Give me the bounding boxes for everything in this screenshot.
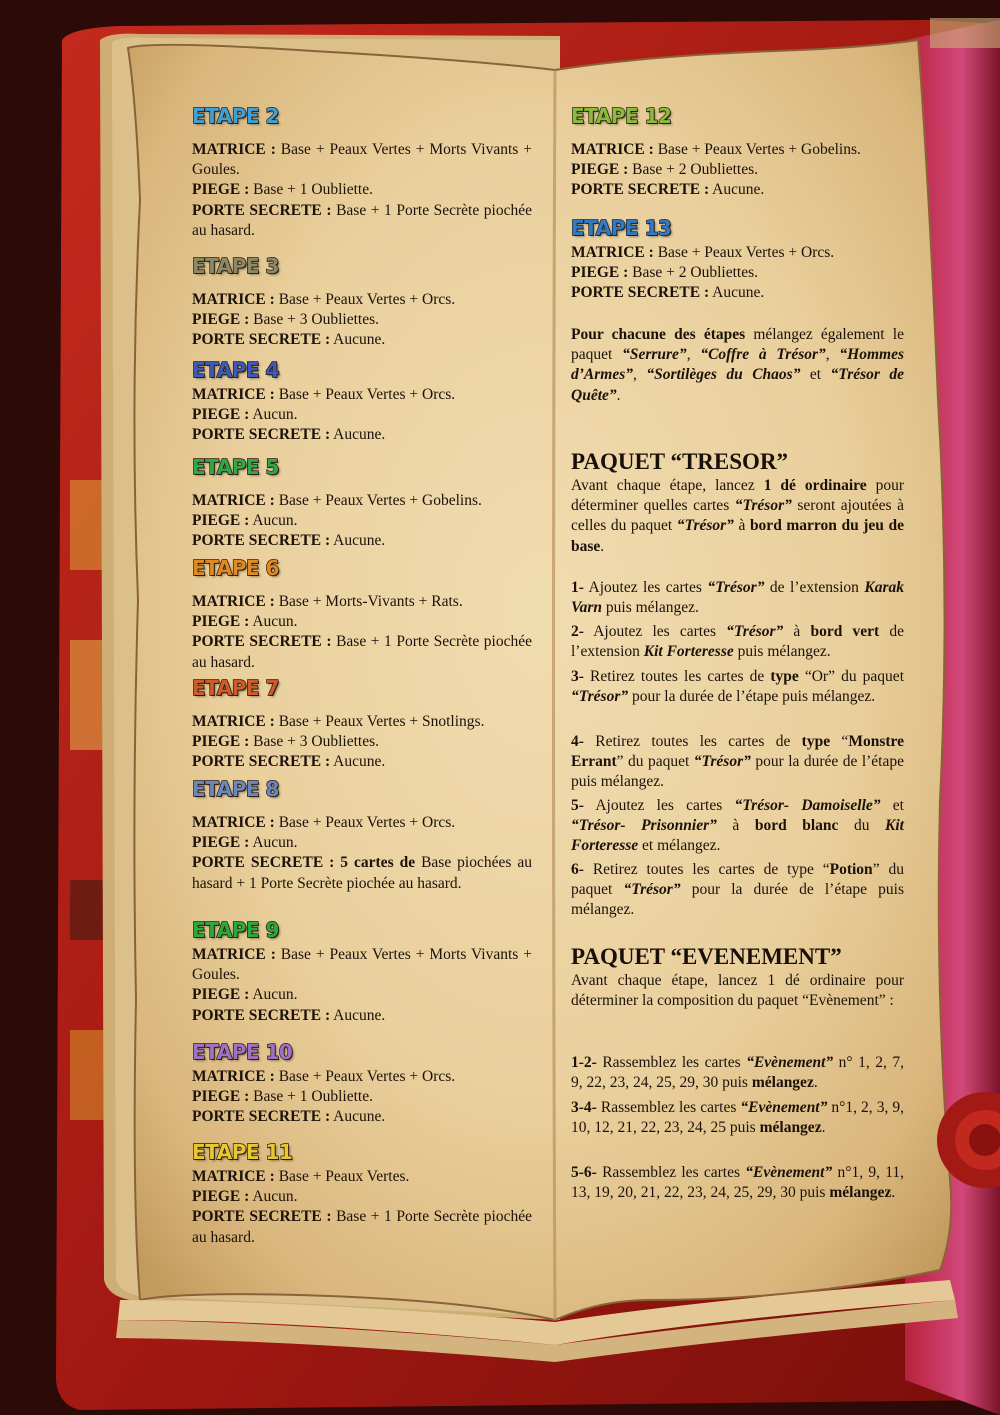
piege-line [192, 180, 532, 200]
separator: , [633, 366, 647, 384]
porte-secrete-label: PORTE SECRETE : [192, 753, 331, 771]
text-bold-italic: “Trésor- Damoiselle” [734, 797, 881, 814]
text-bold-italic: “Evènement” [740, 1099, 828, 1116]
text-part: à [733, 517, 750, 535]
text-part: Rassemblez les cartes [596, 1164, 746, 1181]
etape-12-section [571, 104, 904, 201]
tresor-item-text [571, 796, 904, 857]
text-part: Rassemblez les cartes [596, 1054, 747, 1071]
etape-5-section [192, 455, 532, 552]
text-bold: bord blanc [754, 817, 839, 835]
tresor-intro [571, 476, 904, 557]
tresor-item-3 [571, 667, 904, 707]
text-bold-italic: “Evènement” [746, 1054, 834, 1071]
porte-secrete-label: PORTE SECRETE : 5 cartes de [192, 854, 416, 872]
piege-line [192, 405, 532, 425]
text-bold-italic: “Trésor- Prisonnier” [571, 817, 717, 835]
matrice-value: Base + Peaux Vertes + Orcs. [657, 244, 835, 261]
melange-paragraph [571, 325, 904, 406]
text-bold: mélangez [751, 1074, 814, 1092]
tresor-item-5 [571, 796, 904, 857]
deck-tresor-quete: “Trésor de Quête” [571, 366, 904, 404]
text-part: Avant chaque étape, lancez [571, 477, 764, 494]
piege-label: PIEGE : [192, 406, 250, 424]
porte-secrete-line [192, 1207, 532, 1247]
piege-label: PIEGE : [192, 512, 250, 530]
etape-9-title: ETAPE 9 [192, 918, 279, 942]
piege-label: PIEGE : [192, 1088, 250, 1106]
text-part: pour la durée de l’étape puis mélangez. [628, 688, 876, 706]
text-bold: 1 dé ordinaire [763, 477, 867, 494]
text-part: de l’extension [571, 623, 904, 661]
matrice-value: Base + Peaux Vertes + Orcs. [278, 386, 456, 403]
item-number: 3-4- [571, 1099, 597, 1116]
tresor-item-4 [571, 732, 904, 793]
etape-8-title: ETAPE 8 [192, 777, 279, 801]
piege-label: PIEGE : [192, 986, 250, 1004]
tresor-item-6 [571, 860, 904, 921]
text-part: Retirez toutes les cartes de type “ [583, 861, 830, 878]
matrice-label: MATRICE : [192, 1168, 275, 1185]
matrice-label: MATRICE : [192, 492, 275, 509]
matrice-label: MATRICE : [571, 244, 654, 261]
melange-bold: Pour chacune des étapes [571, 326, 746, 343]
porte-secrete-line [192, 1107, 532, 1127]
matrice-label: MATRICE : [192, 1068, 275, 1085]
matrice-value: Base + Peaux Vertes + Orcs. [278, 814, 456, 831]
piege-value: Aucun. [252, 406, 298, 424]
text-bold: mélangez [829, 1184, 892, 1202]
matrice-line [571, 140, 904, 160]
matrice-value: Base + Peaux Vertes + Gobelins. [657, 141, 861, 158]
text-bold-italic: Karak Varn [571, 579, 904, 617]
piege-line [192, 985, 532, 1005]
porte-secrete-label: PORTE SECRETE : [192, 201, 332, 219]
paquet-tresor-section [571, 448, 904, 557]
porte-secrete-value: Aucune. [712, 284, 765, 302]
matrice-line [192, 290, 532, 310]
matrice-line [571, 243, 904, 263]
text-part: pour la durée de l’étape puis mélangez. [571, 753, 904, 791]
piege-line [192, 833, 532, 853]
piege-value: Aucun. [252, 834, 298, 852]
porte-secrete-line [192, 531, 532, 551]
porte-secrete-line [571, 283, 904, 303]
matrice-value: Base + Peaux Vertes + Orcs. [278, 1068, 456, 1085]
matrice-line [192, 712, 532, 732]
matrice-line [192, 945, 532, 985]
text-part: n°1, 9, 11, 13, 19, 20, 21, 22, 23, 24, 25, 29, 30 puis [571, 1164, 905, 1202]
matrice-value: Base + Peaux Vertes. [278, 1168, 410, 1185]
text-part: seront ajoutées à celles du paquet [571, 497, 904, 535]
text-part: . [891, 1184, 896, 1202]
porte-secrete-value: Aucune. [333, 532, 386, 550]
matrice-value: Base + Peaux Vertes + Morts Vivants + Goules. [192, 946, 533, 984]
tresor-item-2 [571, 622, 904, 662]
etape-7-section [192, 676, 532, 773]
piege-value: Base + 1 Oubliette. [253, 1088, 373, 1106]
text-part: Ajoutez les cartes [583, 623, 727, 640]
matrice-line [192, 491, 532, 511]
porte-secrete-label: PORTE SECRETE : [571, 181, 710, 199]
item-number: 6- [571, 861, 584, 878]
text-part: n° 1, 2, 7, 9, 22, 23, 24, 25, 29, 30 puis [571, 1054, 905, 1092]
item-number: 1-2- [571, 1054, 597, 1071]
text-part: Ajoutez les cartes [583, 579, 708, 596]
matrice-label: MATRICE : [192, 291, 275, 308]
piege-line [192, 732, 532, 752]
text-part: ” du paquet [571, 861, 904, 899]
matrice-label: MATRICE : [192, 713, 275, 730]
item-number: 5- [571, 797, 584, 814]
text-part: . [813, 1074, 818, 1092]
matrice-value: Base + Peaux Vertes + Gobelins. [278, 492, 482, 509]
piege-label: PIEGE : [192, 613, 250, 631]
text-part: à [783, 623, 811, 640]
porte-secrete-line [192, 752, 532, 772]
text-bold: bord vert [810, 623, 880, 640]
text-part: “ [830, 733, 849, 750]
matrice-line [192, 592, 532, 612]
porte-secrete-value: Aucune. [333, 1006, 386, 1024]
text-part: et mélangez. [638, 837, 721, 855]
matrice-value: Base + Peaux Vertes + Snotlings. [278, 713, 485, 730]
piege-value: Aucun. [252, 1188, 298, 1206]
etape-7-title: ETAPE 7 [192, 676, 279, 700]
piege-line [192, 612, 532, 632]
porte-secrete-line [571, 180, 904, 200]
text-bold-italic: “Trésor” [734, 497, 792, 515]
etape-11-title: ETAPE 11 [192, 1140, 293, 1164]
etape-6-section [192, 556, 532, 673]
item-number: 2- [571, 623, 584, 640]
etape-2-title: ETAPE 2 [192, 104, 279, 128]
evenement-item-1 [571, 1053, 904, 1093]
matrice-value: Base + Morts-Vivants + Rats. [278, 593, 463, 610]
separator: , [825, 346, 840, 364]
etape-12-title: ETAPE 12 [571, 104, 672, 128]
etape-13-section [571, 216, 904, 304]
piege-value: Base + 1 Oubliette. [253, 181, 373, 199]
porte-secrete-label: PORTE SECRETE : [571, 284, 710, 302]
text-part: pour déterminer quelles cartes [571, 477, 904, 515]
deck-coffre: “Coffre à Trésor” [700, 346, 826, 364]
text-bold-italic: “Trésor” [571, 688, 629, 706]
porte-secrete-line [192, 425, 532, 445]
porte-secrete-label: PORTE SECRETE : [192, 532, 331, 550]
porte-secrete-line [192, 330, 532, 350]
text-part: puis mélangez. [733, 643, 831, 661]
melange-text-part: mélangez également le paquet [571, 326, 904, 364]
text-bold: mélangez [759, 1119, 822, 1137]
text-bold-italic: Kit Forteresse [571, 817, 904, 855]
piege-line [192, 310, 532, 330]
porte-secrete-value: Aucune. [333, 753, 386, 771]
matrice-label: MATRICE : [192, 814, 275, 831]
etape-10-title: ETAPE 10 [192, 1040, 293, 1064]
matrice-label: MATRICE : [571, 141, 654, 158]
paquet-evenement-heading: PAQUET “EVENEMENT” [571, 944, 842, 969]
porte-secrete-label: PORTE SECRETE : [192, 1208, 332, 1226]
evenement-item-text [571, 1098, 904, 1138]
deck-serrure: “Serrure” [622, 346, 687, 364]
text-bold: type [801, 733, 831, 750]
matrice-label: MATRICE : [192, 141, 276, 158]
text-bold: type [770, 668, 799, 685]
porte-secrete-value: Aucune. [712, 181, 765, 199]
text-bold: Monstre Errant [571, 733, 904, 771]
text-part: du [838, 817, 886, 835]
matrice-line [192, 140, 532, 180]
matrice-line [192, 1067, 532, 1087]
text-part: Retirez toutes les cartes de [583, 668, 771, 685]
item-number: 5-6- [571, 1164, 597, 1181]
text-part: à [716, 817, 755, 835]
etape-6-title: ETAPE 6 [192, 556, 279, 580]
etape-3-section [192, 254, 532, 351]
text-bold-italic: “Trésor” [707, 579, 765, 596]
piege-value: Base + 2 Oubliettes. [632, 264, 758, 282]
matrice-line [192, 385, 532, 405]
piege-value: Aucun. [252, 986, 298, 1004]
deck-sortileges: “Sortilèges du Chaos” [646, 366, 801, 384]
tresor-item-text [571, 622, 904, 662]
piege-value: Aucun. [252, 512, 298, 530]
deck-hommes-armes: “Hommes d’Armes” [571, 346, 904, 384]
piege-line [192, 1087, 532, 1107]
porte-secrete-line [192, 201, 532, 241]
etape-2-section [192, 104, 532, 241]
porte-secrete-line [192, 632, 532, 672]
porte-secrete-label: PORTE SECRETE : [192, 633, 332, 651]
text-bold-italic: “Trésor” [623, 881, 681, 899]
text-bold-italic: “Trésor” [693, 753, 751, 771]
etape-10-section [192, 1040, 532, 1128]
text-bold: bord marron du jeu de base [571, 517, 904, 555]
matrice-line [192, 813, 532, 833]
text-bold-italic: Kit Forteresse [643, 643, 734, 661]
matrice-label: MATRICE : [192, 593, 275, 610]
text-part: Retirez toutes les cartes de [583, 733, 802, 750]
porte-secrete-label: PORTE SECRETE : [192, 426, 331, 444]
porte-secrete-line [192, 1006, 532, 1026]
text-part: de l’extension [764, 579, 865, 596]
text-part: ” du paquet [616, 753, 694, 771]
piege-label: PIEGE : [192, 834, 250, 852]
evenement-item-text [571, 1163, 904, 1203]
text-part: Rassemblez les cartes [596, 1099, 741, 1116]
porte-secrete-value: Base + 1 Porte Secrète piochée au hasard. [192, 633, 532, 671]
text-bold-italic: “Trésor” [676, 517, 734, 535]
etape-13-title: ETAPE 13 [571, 216, 672, 240]
piege-value: Base + 2 Oubliettes. [632, 161, 758, 179]
porte-secrete-label: PORTE SECRETE : [192, 1006, 331, 1024]
text-part: pour la durée de l’étape puis mélangez. [571, 881, 904, 919]
separator: , [686, 346, 701, 364]
text-bold-italic: “Evènement” [745, 1164, 833, 1181]
porte-secrete-line [192, 853, 532, 893]
paquet-evenement-section [571, 943, 904, 1011]
paquet-tresor-heading: PAQUET “TRESOR” [571, 449, 789, 474]
text-part: “Or” du paquet [798, 668, 904, 685]
piege-label: PIEGE : [192, 733, 250, 751]
etape-9-section [192, 918, 532, 1026]
matrice-label: MATRICE : [192, 946, 276, 963]
text-part: Ajoutez les cartes [583, 797, 735, 814]
evenement-intro: Avant chaque étape, lancez 1 dé ordinaire pour déterminer la composition du paquet “Evènement” : [571, 972, 904, 1010]
tresor-item-text [571, 860, 904, 921]
item-number: 4- [571, 733, 584, 750]
porte-secrete-label: PORTE SECRETE : [192, 331, 331, 349]
tresor-item-text [571, 732, 904, 793]
porte-secrete-value: Aucune. [333, 331, 386, 349]
piege-label: PIEGE : [571, 264, 629, 282]
etape-4-section [192, 358, 532, 446]
piege-label: PIEGE : [192, 1188, 250, 1206]
piege-value: Aucun. [252, 613, 298, 631]
matrice-value: Base + Peaux Vertes + Morts Vivants + Goules. [192, 141, 533, 179]
text-part: . [821, 1119, 826, 1137]
text-bold: Potion [829, 861, 873, 878]
porte-secrete-value: Aucune. [333, 426, 386, 444]
evenement-item-text [571, 1053, 904, 1093]
etape-8-section [192, 777, 532, 894]
evenement-item-3 [571, 1163, 904, 1203]
item-number: 1- [571, 579, 584, 596]
etape-4-title: ETAPE 4 [192, 358, 279, 382]
text-bold-italic: “Trésor” [726, 623, 784, 640]
text-part: . [600, 537, 605, 555]
text-part: puis mélangez. [602, 599, 699, 617]
matrice-label: MATRICE : [192, 386, 275, 403]
piege-label: PIEGE : [192, 311, 250, 329]
piege-value: Base + 3 Oubliettes. [253, 733, 379, 751]
etape-11-section [192, 1140, 532, 1248]
melange-text [571, 325, 904, 406]
separator: et [800, 366, 831, 384]
porte-secrete-value: Aucune. [333, 1108, 386, 1126]
tresor-item-text [571, 578, 904, 618]
tresor-item-1 [571, 578, 904, 618]
etape-3-title: ETAPE 3 [192, 254, 279, 278]
porte-secrete-label: PORTE SECRETE : [192, 1108, 331, 1126]
porte-secrete-value: Base + 1 Porte Secrète piochée au hasard. [192, 1208, 532, 1246]
item-number: 3- [571, 668, 584, 685]
piege-label: PIEGE : [192, 181, 250, 199]
matrice-value: Base + Peaux Vertes + Orcs. [278, 291, 456, 308]
tresor-item-text [571, 667, 904, 707]
text-part: n°1, 2, 3, 9, 10, 12, 21, 22, 23, 24, 25 puis [571, 1099, 905, 1137]
evenement-item-2 [571, 1098, 904, 1138]
porte-secrete-value: Base piochées au hasard + 1 Porte Secrète piochée au hasard. [192, 854, 532, 892]
text-part: et [880, 797, 904, 814]
piege-line [192, 1187, 532, 1207]
piege-value: Base + 3 Oubliettes. [253, 311, 379, 329]
separator: . [616, 386, 621, 404]
piege-label: PIEGE : [571, 161, 629, 179]
porte-secrete-value: Base + 1 Porte Secrète piochée au hasard. [192, 201, 532, 239]
piege-line [571, 160, 904, 180]
etape-5-title: ETAPE 5 [192, 455, 279, 479]
piege-line [571, 263, 904, 283]
matrice-line [192, 1167, 532, 1187]
piege-line [192, 511, 532, 531]
